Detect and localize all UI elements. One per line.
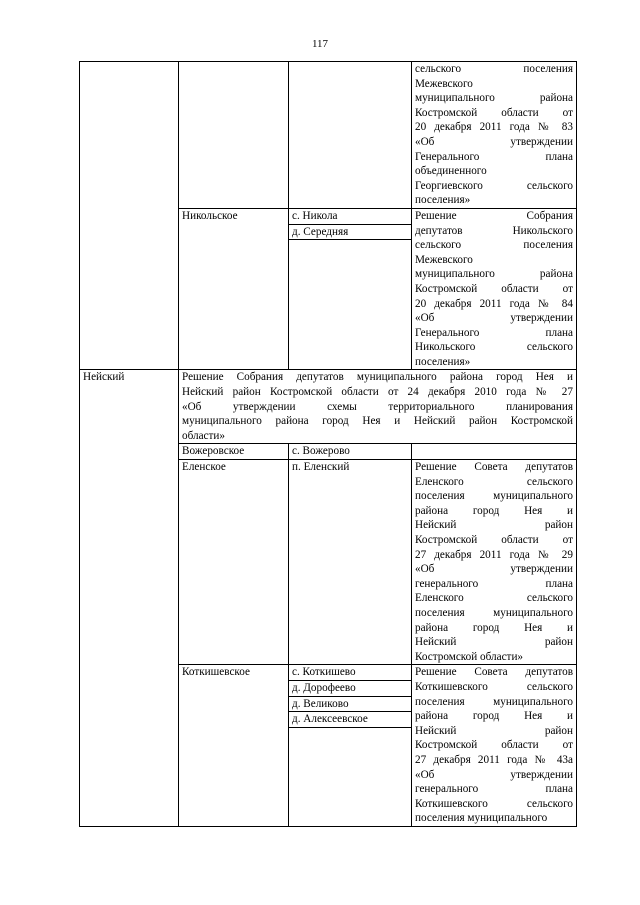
decision-line: сельского поселения <box>415 63 573 75</box>
decision-line: 27 декабря 2011 года № 43а <box>415 753 573 766</box>
locality-item: д. Алексеевское <box>289 711 411 727</box>
decision-line: депутатов Никольского <box>415 224 573 237</box>
decision-line: объединенного <box>415 165 487 178</box>
region-cell <box>80 62 179 370</box>
region-cell: Нейский <box>80 370 179 826</box>
table-row <box>80 370 577 444</box>
region-decision-cell <box>179 370 577 444</box>
settlement-cell: Еленское <box>179 460 289 665</box>
decision-line: района город Нея и <box>415 710 573 723</box>
decision-line: Костромской области от <box>415 106 573 119</box>
locality-item: с. Коткишево <box>292 666 356 679</box>
decision-line: поселения» <box>415 355 471 368</box>
decision-line: поселения муниципального <box>415 606 573 619</box>
decision-line: поселения муниципального <box>415 812 548 825</box>
decision-line: Костромской области от <box>415 739 573 752</box>
locality-item: д. Дорофеево <box>289 680 411 696</box>
decision-line: Еленского сельского <box>415 592 573 605</box>
decision-line: 20 декабря 2011 года № 84 <box>415 297 573 310</box>
decision-line: 20 декабря 2011 года № 83 <box>415 121 573 134</box>
decision-cell <box>412 444 577 460</box>
decision-cell <box>412 665 577 827</box>
locality-item: д. Великово <box>289 696 411 712</box>
localities-cell <box>289 665 412 827</box>
decision-line: 27 декабря 2011 года № 29 <box>415 548 573 561</box>
decision-line: поселения» <box>415 194 471 207</box>
decision-line: «Об утверждении схемы территориального планирования <box>182 400 573 413</box>
settlement-cell: Коткишевское <box>179 665 289 827</box>
localities-cell <box>289 62 412 209</box>
page-number: 117 <box>311 38 329 50</box>
decision-line: Нейский район <box>415 519 573 532</box>
decision-line: Решение Совета депутатов <box>415 461 573 474</box>
decision-cell <box>412 62 577 209</box>
decision-line: Нейский район <box>415 724 573 737</box>
decision-line: Межевского <box>415 77 473 90</box>
decision-line: генерального плана <box>415 783 573 796</box>
decision-line: Решение Совета депутатов <box>415 666 573 679</box>
settlement-cell <box>179 62 289 209</box>
locality-spacer <box>289 239 411 240</box>
decision-line: Костромской области от <box>415 534 573 546</box>
decision-line: Решение Собрания депутатов муниципального района город Нея и <box>182 371 573 384</box>
decision-line: муниципального района <box>415 268 573 281</box>
decision-line: генерального плана <box>415 577 573 590</box>
locality-item: п. Еленский <box>292 461 350 474</box>
locality-item: с. Никола <box>292 209 338 222</box>
decision-line: Еленского сельского <box>415 475 573 488</box>
decision-line: Костромской области от <box>415 282 573 295</box>
decision-line: сельского поселения <box>415 239 573 252</box>
decision-line: муниципального района город Нея и Нейский район Костромской <box>182 415 573 428</box>
decision-line: муниципального района <box>415 92 573 105</box>
decision-cell <box>412 208 577 370</box>
decision-line: «Об утверждении <box>415 135 573 148</box>
localities-cell <box>289 208 412 370</box>
locality-item: д. Середняя <box>289 224 411 240</box>
decision-line: области» <box>182 429 225 442</box>
decision-line: Генерального плана <box>415 150 573 163</box>
localities-cell <box>289 444 412 460</box>
settlement-cell: Вожеровское <box>179 444 289 460</box>
table-row <box>80 62 577 209</box>
decision-line: Костромской области» <box>415 650 524 663</box>
decision-line: поселения муниципального <box>415 490 573 503</box>
decision-cell <box>412 460 577 665</box>
decision-line: Нейский район <box>415 636 573 649</box>
decision-line: Коткишевского сельского <box>415 680 573 693</box>
decision-line: Нейский район Костромской области от 24 декабря 2010 года № 27 <box>182 386 573 399</box>
settlements-table <box>79 61 577 827</box>
decision-line: «Об утверждении <box>415 563 573 576</box>
decision-line: района город Нея и <box>415 504 573 517</box>
locality-spacer <box>289 727 411 728</box>
decision-line: Георгиевского сельского <box>415 179 573 192</box>
decision-line: Коткишевского сельского <box>415 797 573 810</box>
settlement-cell: Никольское <box>179 208 289 370</box>
decision-line: «Об утверждении <box>415 312 573 325</box>
decision-line: Межевского <box>415 253 473 266</box>
decision-line: Никольского сельского <box>415 341 573 354</box>
decision-line: Генерального плана <box>415 326 573 339</box>
decision-line: Решение Собрания <box>415 209 573 222</box>
localities-cell <box>289 460 412 665</box>
decision-line: «Об утверждении <box>415 768 573 781</box>
decision-line: района город Нея и <box>415 621 573 634</box>
decision-line: поселения муниципального <box>415 695 573 708</box>
locality-item: с. Вожерово <box>292 445 350 458</box>
